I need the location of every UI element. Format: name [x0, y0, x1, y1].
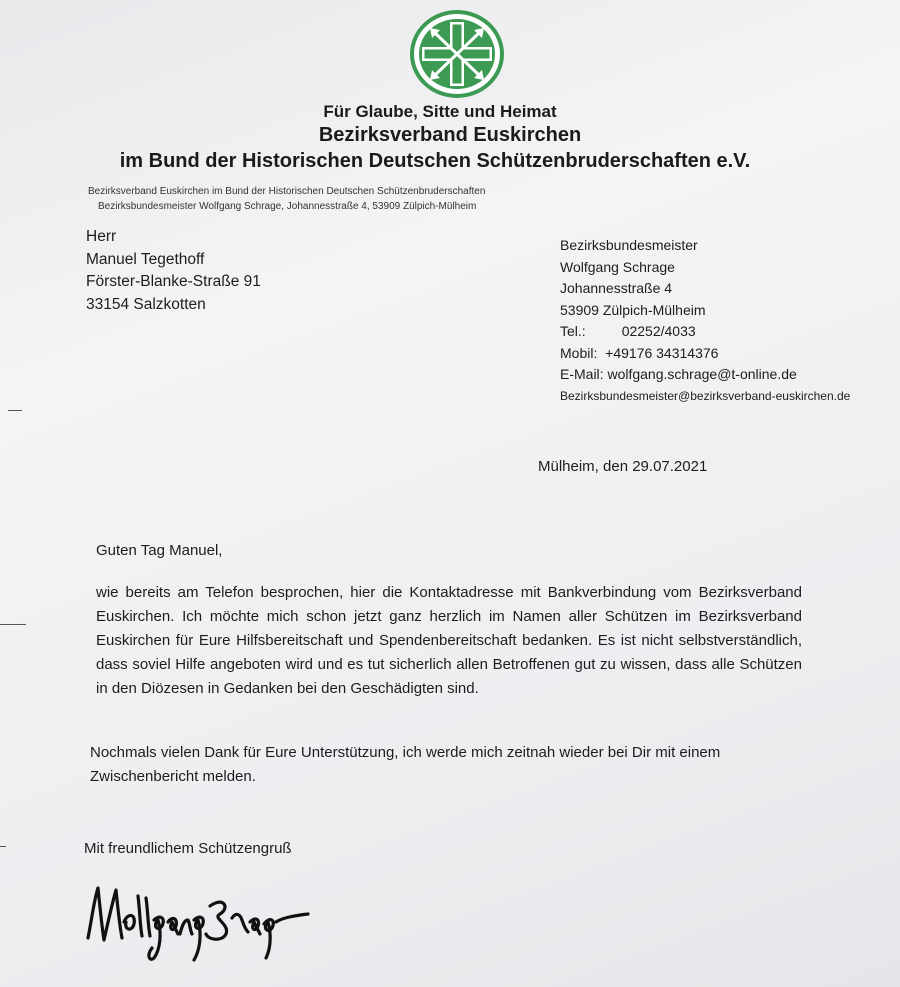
recipient-name: Manuel Tegethoff — [86, 250, 205, 268]
contact-tel: 02252/4033 — [621, 323, 696, 339]
fold-mark — [0, 624, 26, 625]
header-org-line2: im Bund der Historischen Deutschen Schützenbruderschaften e.V. — [119, 150, 751, 172]
fold-mark — [8, 410, 22, 411]
contact-email-row — [560, 364, 850, 386]
contact-mobile-label: Mobil: — [560, 344, 598, 361]
recipient-salutation: Herr — [86, 228, 117, 245]
contact-name: Wolfgang Schrage — [560, 258, 675, 275]
contact-title: Bezirksbundesmeister — [560, 237, 698, 253]
letter-greeting: Guten Tag Manuel, — [96, 542, 223, 559]
fold-mark — [0, 846, 6, 847]
sender-line-2: Bezirksbundesmeister Wolfgang Schrage, Johannesstraße 4, 53909 Zülpich-Mülheim — [98, 201, 477, 212]
letter-closing: Mit freundlichem Schützengruß — [84, 840, 292, 857]
recipient-street: Förster-Blanke-Straße 91 — [86, 273, 261, 290]
contact-city: 53909 Zülpich-Mülheim — [560, 301, 706, 318]
contact-email-label: E-Mail: — [560, 366, 604, 382]
header-org-line1: Bezirksverband Euskirchen — [318, 124, 582, 146]
contact-street: Johannesstraße 4 — [560, 280, 673, 296]
letter-date: Mülheim, den 29.07.2021 — [538, 458, 708, 475]
letter-paragraph-2: Nochmals vielen Dank für Eure Unterstützung, ich werde mich zeitnah wieder bei Dir mit einem Zwischenbericht melden. — [90, 744, 721, 785]
handwritten-signature — [80, 878, 320, 964]
contact-tel-row — [560, 321, 850, 343]
sender-line-1: Bezirksverband Euskirchen im Bund der Historischen Deutschen Schützenbruderschaften — [88, 186, 486, 197]
contact-mobile-row — [560, 343, 850, 365]
contact-email2: Bezirksbundesmeister@bezirksverband-euskirchen.de — [560, 388, 851, 403]
contact-mobile: +49176 34314376 — [605, 344, 719, 361]
brotherhood-logo-icon — [410, 10, 504, 98]
contact-email: wolfgang.schrage@t-online.de — [607, 366, 797, 382]
contact-block — [560, 235, 850, 407]
contact-tel-label: Tel.: — [560, 323, 586, 339]
recipient-address — [86, 226, 261, 316]
recipient-city: 33154 Salzkotten — [86, 295, 206, 313]
letter-paragraph-1: wie bereits am Telefon besprochen, hier die Kontaktadresse mit Bankverbindung vom Bezirksverband Euskirchen. Ich möchte mich schon jetzt ganz herzlich im Namen aller Schützen im Bezirksverband Euskirchen für Eure Hilfsbereitschaft und Spendenbereitschaft bedanken. Es ist nicht selbstverständlich, dass soviel Hilfe angeboten wird und es tut sicherlich allen Betroffenen gut zu wissen, dass alle Schützen in den Diözesen in Gedanken bei den Geschädigten sind. — [96, 584, 802, 697]
header-motto: Für Glaube, Sitte und Heimat — [323, 102, 557, 121]
